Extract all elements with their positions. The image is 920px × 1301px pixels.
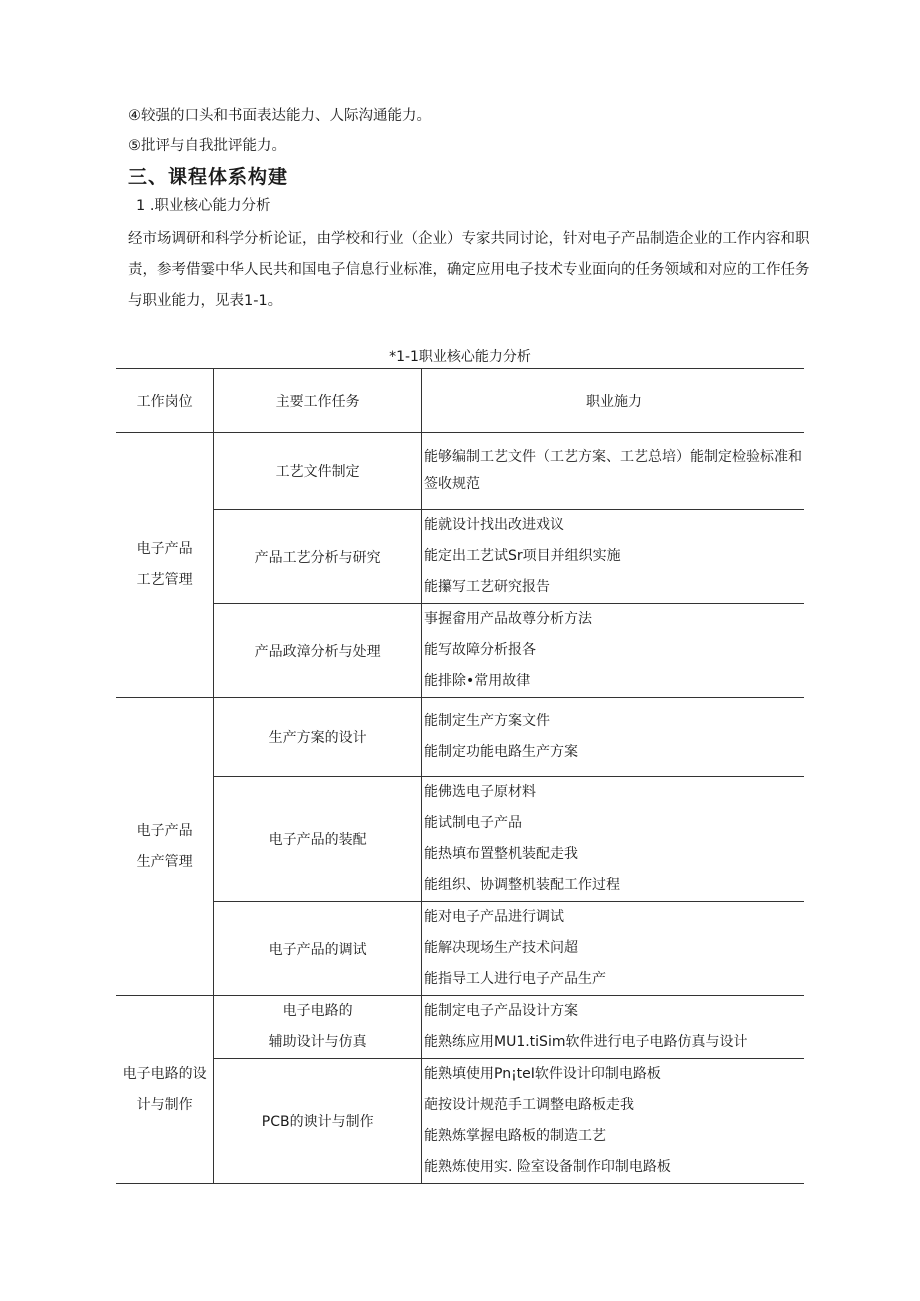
ability-cell (422, 698, 805, 777)
task-cell: 电子产品的装配 (214, 777, 422, 902)
table-row (116, 996, 804, 1059)
ability-cell (422, 996, 805, 1059)
header-task: 主要工作任务 (214, 369, 422, 433)
post-line: 电子电路的设 (122, 1065, 207, 1082)
ability-line: 能指导工人进行电子产品生产 (424, 971, 606, 987)
ability-line: 能制定功能电路生产方案 (424, 744, 578, 760)
post-cell (116, 996, 214, 1184)
ability-line: 能熟练应用MU1.tiSim软件进行电子电路仿真与设计 (424, 1034, 748, 1050)
ability-line: 葩按设计规范手工调整电路板走我 (424, 1097, 634, 1113)
header-ability: 职业施力 (586, 393, 642, 410)
table-caption: *1-1职业核心能力分析 (389, 349, 531, 365)
table-row (116, 1059, 804, 1184)
ability-line: 能制定生产方案文件 (424, 713, 550, 729)
task-cell: PCB的谀计与制作 (214, 1059, 422, 1184)
ability-line: 能就设计找出改进戏议 (424, 517, 564, 533)
ability-cell (422, 777, 805, 902)
task-cell: 工艺文件制定 (214, 433, 422, 510)
table-row (116, 510, 804, 604)
post-line: 电子产品 (136, 822, 193, 839)
header-post: 工作岗位 (116, 369, 214, 433)
post-line: 工艺管理 (136, 572, 193, 588)
task-cell: 产品政漳分析与处理 (214, 604, 422, 698)
subsection-heading: 1 .职业核心能力分析 (136, 198, 271, 214)
ability-cell (422, 604, 805, 698)
section-heading: 三、课程体系构建 (128, 166, 289, 188)
ability-line: 能排除•常用故律 (424, 673, 531, 689)
task-cell: 电子产品的调试 (214, 902, 422, 996)
ability-line: 能熟炼使用实. 险室设备制作印制电路板 (424, 1159, 671, 1175)
ability-line: 能佛选电子原材料 (424, 784, 536, 800)
task-cell: 产品工艺分析与研究 (214, 510, 422, 604)
ability-cell (422, 1059, 805, 1184)
ability-line: 能制定电子产品设计方案 (424, 1003, 578, 1019)
ability-line: 能试制电子产品 (424, 815, 522, 831)
ability-line: 事握畲用产品故尊分析方法 (424, 611, 592, 627)
post-cell (116, 433, 214, 698)
intro-item-5: ⑤批评与自我批评能力。 (128, 138, 286, 154)
intro-item-4: ④较强的口头和书面表达能力、人际沟通能力。 (128, 108, 431, 124)
ability-line: 能对电子产品进行调试 (424, 909, 564, 925)
ability-line: 能熟炼掌握电路板的制造工艺 (424, 1128, 606, 1144)
table-row (116, 698, 804, 777)
ability-cell (422, 510, 805, 604)
ability-line: 能热填布置整机装配走我 (424, 846, 578, 862)
ability-line: 能熟填使用Pn¡teI软件设计印制电路板 (424, 1066, 661, 1082)
ability-line: 能够编制工艺文件（工艺方案、工艺总培）能制定检验标准和签收规范 (424, 449, 802, 492)
ability-line: 能组织、协调整机装配工作过程 (424, 877, 620, 893)
task-cell (214, 996, 422, 1059)
ability-line: 能写故障分析报各 (424, 642, 536, 658)
task-cell: 生产方案的设计 (214, 698, 422, 777)
table-row (116, 902, 804, 996)
task-line: 辅助设计与仿真 (268, 1034, 367, 1050)
post-cell (116, 698, 214, 996)
table-row (116, 433, 804, 510)
core-ability-table (116, 368, 804, 1184)
ability-line: 能攥写工艺研究报告 (424, 579, 550, 595)
ability-line: 能解决现场生产技术问超 (424, 940, 578, 956)
ability-line: 能定出工艺试Sr项目并组织实施 (424, 548, 621, 564)
table-row (116, 604, 804, 698)
post-line: 生产管理 (136, 853, 193, 870)
post-line: 计与制作 (136, 1096, 193, 1113)
task-line: 电子电路的 (282, 1003, 353, 1019)
ability-cell (422, 433, 805, 510)
table-header-row (116, 369, 804, 433)
ability-cell (422, 902, 805, 996)
body-paragraph: 经市场调研和科学分析论证，由学校和行业（企业）专家共同讨论，针对电子产品制造企业的工作内容和职责，参考借霎中华人民共和国电子信息行业标准，确定应用电子技术专业面向的任务领域和对应的工作任务与职业能力，见表1-1。 (128, 231, 810, 309)
table-row (116, 777, 804, 902)
post-line: 电子产品 (136, 541, 193, 557)
